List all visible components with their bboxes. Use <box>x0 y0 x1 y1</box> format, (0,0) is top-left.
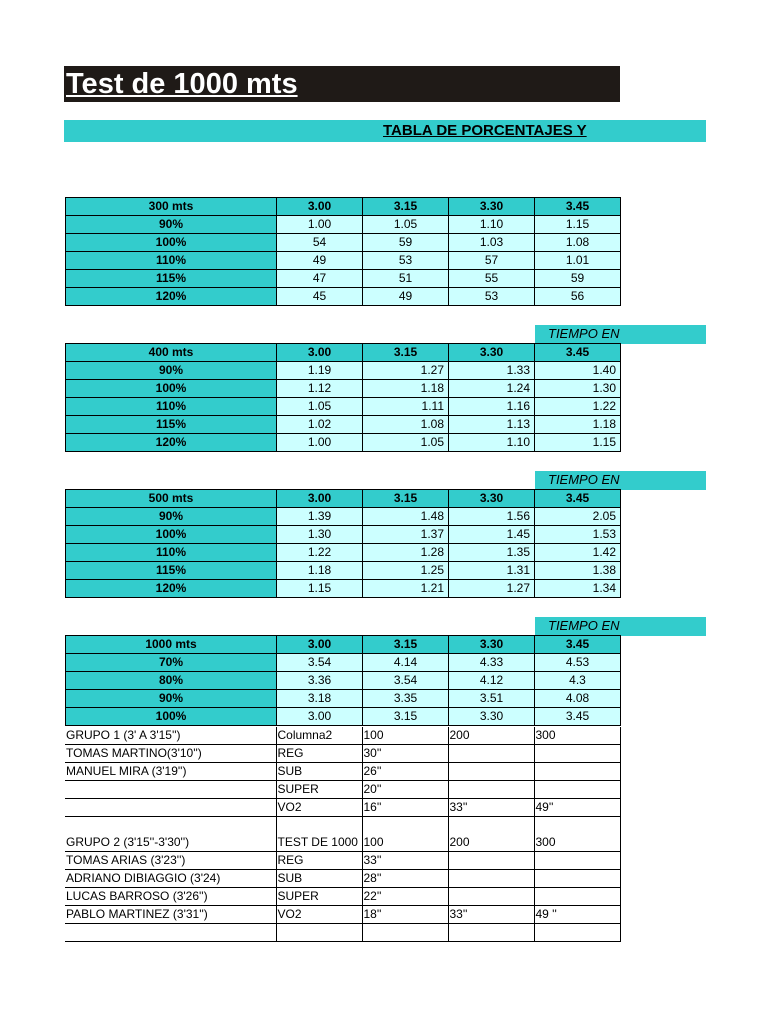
group-value-cell: 100 <box>362 727 448 745</box>
table-1000-mts <box>65 635 621 726</box>
distance-header: 400 mts <box>66 344 277 362</box>
group-row <box>65 924 620 942</box>
time-cell: 1.31 <box>449 562 535 580</box>
table-row <box>66 216 621 234</box>
time-cell: 1.05 <box>363 216 449 234</box>
banner-text: TABLA DE PORCENTAJES Y <box>383 122 587 139</box>
page-title: Test de 1000 mts <box>66 68 298 100</box>
table-row <box>66 252 621 270</box>
time-cell: 1.18 <box>535 416 621 434</box>
table-row <box>66 416 621 434</box>
table-row <box>66 544 621 562</box>
time-header: 3.30 <box>449 344 535 362</box>
time-cell: 4.53 <box>535 654 621 672</box>
percent-label: 90% <box>66 216 277 234</box>
time-cell: 3.18 <box>277 690 363 708</box>
time-cell: 1.16 <box>449 398 535 416</box>
time-cell: 45 <box>277 288 363 306</box>
group-value-cell <box>362 817 448 835</box>
group-value-cell <box>448 745 534 763</box>
header-row <box>66 636 621 654</box>
group-value-cell: 22'' <box>362 888 448 906</box>
group-value-cell: 30'' <box>362 745 448 763</box>
time-header: 3.45 <box>535 344 621 362</box>
note-time-400-label: TIEMPO EN <box>548 326 620 341</box>
group-row <box>65 727 620 745</box>
time-cell: 3.54 <box>363 672 449 690</box>
group-value-cell: 33'' <box>448 799 534 817</box>
time-cell: 4.33 <box>449 654 535 672</box>
group-row <box>65 888 620 906</box>
time-cell: 1.40 <box>535 362 621 380</box>
time-header: 3.15 <box>363 490 449 508</box>
group-name-cell: PABLO MARTINEZ (3'31'') <box>65 906 276 924</box>
group-value-cell <box>534 870 620 888</box>
note-time-500-label: TIEMPO EN <box>548 472 620 487</box>
time-header: 3.00 <box>277 344 363 362</box>
percent-label: 110% <box>66 544 277 562</box>
time-header: 3.00 <box>277 198 363 216</box>
time-cell: 3.00 <box>277 708 363 726</box>
time-cell: 1.13 <box>449 416 535 434</box>
time-cell: 1.30 <box>277 526 363 544</box>
title-bar <box>64 66 620 102</box>
percent-label: 115% <box>66 416 277 434</box>
time-header: 3.45 <box>535 490 621 508</box>
time-header: 3.15 <box>363 198 449 216</box>
percent-label: 120% <box>66 434 277 452</box>
time-cell: 3.35 <box>363 690 449 708</box>
time-cell: 56 <box>535 288 621 306</box>
percent-label: 90% <box>66 690 277 708</box>
percent-label: 100% <box>66 380 277 398</box>
table-row <box>66 398 621 416</box>
time-cell: 1.37 <box>363 526 449 544</box>
header-row <box>66 490 621 508</box>
group-value-cell: REG <box>276 852 362 870</box>
note-time-1000 <box>535 617 706 636</box>
time-header: 3.15 <box>363 344 449 362</box>
time-cell: 1.33 <box>449 362 535 380</box>
time-cell: 57 <box>449 252 535 270</box>
time-cell: 4.14 <box>363 654 449 672</box>
group-value-cell: VO2 <box>276 906 362 924</box>
time-header: 3.30 <box>449 198 535 216</box>
table-row <box>66 580 621 598</box>
percent-label: 80% <box>66 672 277 690</box>
time-cell: 1.45 <box>449 526 535 544</box>
time-cell: 1.21 <box>363 580 449 598</box>
time-cell: 1.08 <box>363 416 449 434</box>
group-value-cell: TEST DE 1000 <box>276 834 362 852</box>
time-cell: 1.00 <box>277 216 363 234</box>
percent-label: 100% <box>66 526 277 544</box>
percent-label: 70% <box>66 654 277 672</box>
time-cell: 1.42 <box>535 544 621 562</box>
time-cell: 1.11 <box>363 398 449 416</box>
time-cell: 1.27 <box>449 580 535 598</box>
table-300-mts <box>65 197 621 306</box>
group-value-cell: 200 <box>448 834 534 852</box>
note-time-500 <box>535 471 706 490</box>
percent-label: 110% <box>66 398 277 416</box>
time-cell: 1.35 <box>449 544 535 562</box>
group-value-cell <box>448 781 534 799</box>
group-value-cell <box>534 924 620 942</box>
note-time-1000-label: TIEMPO EN <box>548 618 620 633</box>
time-cell: 1.05 <box>277 398 363 416</box>
group-value-cell <box>448 817 534 835</box>
group-row <box>65 799 620 817</box>
table-row <box>66 654 621 672</box>
time-cell: 1.38 <box>535 562 621 580</box>
group-value-cell: REG <box>276 745 362 763</box>
time-cell: 1.25 <box>363 562 449 580</box>
table-row <box>66 708 621 726</box>
header-row <box>66 344 621 362</box>
table-row <box>66 234 621 252</box>
group-value-cell: SUPER <box>276 781 362 799</box>
time-cell: 1.22 <box>277 544 363 562</box>
group-value-cell <box>534 745 620 763</box>
time-cell: 54 <box>277 234 363 252</box>
group-value-cell <box>534 888 620 906</box>
group-row <box>65 852 620 870</box>
time-cell: 4.3 <box>535 672 621 690</box>
time-cell: 1.48 <box>363 508 449 526</box>
time-cell: 59 <box>535 270 621 288</box>
time-cell: 3.54 <box>277 654 363 672</box>
group-value-cell <box>448 763 534 781</box>
time-cell: 51 <box>363 270 449 288</box>
time-cell: 1.00 <box>277 434 363 452</box>
table-row <box>66 434 621 452</box>
group-value-cell: 100 <box>362 834 448 852</box>
time-cell: 1.12 <box>277 380 363 398</box>
group-value-cell <box>448 888 534 906</box>
time-header: 3.45 <box>535 198 621 216</box>
group-value-cell: 16'' <box>362 799 448 817</box>
time-header: 3.15 <box>363 636 449 654</box>
group-value-cell: 33'' <box>362 852 448 870</box>
table-row <box>66 672 621 690</box>
distance-header: 1000 mts <box>66 636 277 654</box>
percent-label: 120% <box>66 580 277 598</box>
time-cell: 49 <box>277 252 363 270</box>
time-cell: 1.53 <box>535 526 621 544</box>
group-row <box>65 745 620 763</box>
group-name-cell: LUCAS BARROSO (3'26'') <box>65 888 276 906</box>
group-value-cell <box>276 817 362 835</box>
group-value-cell <box>448 870 534 888</box>
time-cell: 1.15 <box>535 216 621 234</box>
time-cell: 1.02 <box>277 416 363 434</box>
group-value-cell: 300 <box>534 834 620 852</box>
group-value-cell: 18'' <box>362 906 448 924</box>
group-value-cell: SUPER <box>276 888 362 906</box>
time-cell: 2.05 <box>535 508 621 526</box>
group-value-cell: 49 '' <box>534 906 620 924</box>
time-cell: 4.08 <box>535 690 621 708</box>
group-value-cell: SUB <box>276 763 362 781</box>
time-cell: 59 <box>363 234 449 252</box>
group-name-cell: TOMAS ARIAS (3'23'') <box>65 852 276 870</box>
group-name-cell <box>65 924 276 942</box>
time-cell: 1.34 <box>535 580 621 598</box>
time-cell: 1.27 <box>363 362 449 380</box>
note-time-400 <box>535 325 706 344</box>
time-cell: 47 <box>277 270 363 288</box>
time-cell: 1.19 <box>277 362 363 380</box>
group-value-cell <box>448 924 534 942</box>
time-cell: 3.51 <box>449 690 535 708</box>
time-cell: 1.05 <box>363 434 449 452</box>
percent-label: 100% <box>66 234 277 252</box>
group-name-cell <box>65 799 276 817</box>
time-cell: 3.30 <box>449 708 535 726</box>
time-cell: 1.18 <box>277 562 363 580</box>
time-cell: 1.22 <box>535 398 621 416</box>
table-row <box>66 562 621 580</box>
time-cell: 1.10 <box>449 434 535 452</box>
group-name-cell <box>65 781 276 799</box>
group-name-cell: MANUEL MIRA (3'19'') <box>65 763 276 781</box>
group-row <box>65 906 620 924</box>
time-cell: 55 <box>449 270 535 288</box>
group-row <box>65 763 620 781</box>
group-value-cell <box>534 781 620 799</box>
percent-label: 90% <box>66 362 277 380</box>
time-header: 3.00 <box>277 490 363 508</box>
table-500-mts <box>65 489 621 598</box>
percent-label: 115% <box>66 270 277 288</box>
groups-table <box>65 727 621 942</box>
group-value-cell: 28'' <box>362 870 448 888</box>
time-cell: 3.36 <box>277 672 363 690</box>
group-name-cell: TOMAS MARTINO(3'10'') <box>65 745 276 763</box>
time-cell: 1.10 <box>449 216 535 234</box>
header-row <box>66 198 621 216</box>
percent-label: 110% <box>66 252 277 270</box>
time-cell: 1.56 <box>449 508 535 526</box>
group-value-cell <box>534 817 620 835</box>
group-value-cell: 20'' <box>362 781 448 799</box>
group-value-cell: 200 <box>448 727 534 745</box>
time-cell: 1.03 <box>449 234 535 252</box>
percent-label: 115% <box>66 562 277 580</box>
time-cell: 1.39 <box>277 508 363 526</box>
table-row <box>66 508 621 526</box>
time-cell: 53 <box>449 288 535 306</box>
time-cell: 3.45 <box>535 708 621 726</box>
group-value-cell <box>448 852 534 870</box>
group-value-cell <box>534 763 620 781</box>
group-value-cell <box>362 924 448 942</box>
group-value-cell: 33'' <box>448 906 534 924</box>
table-row <box>66 526 621 544</box>
percent-table-banner <box>64 120 706 142</box>
table-400-mts <box>65 343 621 452</box>
distance-header: 500 mts <box>66 490 277 508</box>
time-cell: 1.01 <box>535 252 621 270</box>
group-name-cell: ADRIANO DIBIAGGIO (3'24) <box>65 870 276 888</box>
time-cell: 1.28 <box>363 544 449 562</box>
group-value-cell: Columna2 <box>276 727 362 745</box>
percent-label: 100% <box>66 708 277 726</box>
percent-label: 120% <box>66 288 277 306</box>
table-row <box>66 690 621 708</box>
group-value-cell <box>276 924 362 942</box>
time-header: 3.30 <box>449 636 535 654</box>
time-cell: 1.15 <box>535 434 621 452</box>
time-cell: 1.15 <box>277 580 363 598</box>
group-value-cell: 300 <box>534 727 620 745</box>
table-row <box>66 362 621 380</box>
table-row <box>66 270 621 288</box>
table-row <box>66 380 621 398</box>
time-cell: 1.08 <box>535 234 621 252</box>
time-cell: 49 <box>363 288 449 306</box>
time-cell: 1.18 <box>363 380 449 398</box>
time-cell: 1.24 <box>449 380 535 398</box>
group-value-cell <box>534 852 620 870</box>
time-header: 3.45 <box>535 636 621 654</box>
group-name-cell: GRUPO 2 (3'15''-3'30'') <box>65 834 276 852</box>
table-row <box>66 288 621 306</box>
group-value-cell: 26'' <box>362 763 448 781</box>
time-cell: 1.30 <box>535 380 621 398</box>
distance-header: 300 mts <box>66 198 277 216</box>
group-row <box>65 817 620 835</box>
group-value-cell: SUB <box>276 870 362 888</box>
group-row <box>65 870 620 888</box>
time-cell: 4.12 <box>449 672 535 690</box>
time-cell: 3.15 <box>363 708 449 726</box>
group-row <box>65 781 620 799</box>
group-value-cell: VO2 <box>276 799 362 817</box>
group-row <box>65 834 620 852</box>
time-header: 3.30 <box>449 490 535 508</box>
group-name-cell <box>65 817 276 835</box>
percent-label: 90% <box>66 508 277 526</box>
time-header: 3.00 <box>277 636 363 654</box>
time-cell: 53 <box>363 252 449 270</box>
group-name-cell: GRUPO 1 (3' A 3'15'') <box>65 727 276 745</box>
group-value-cell: 49'' <box>534 799 620 817</box>
